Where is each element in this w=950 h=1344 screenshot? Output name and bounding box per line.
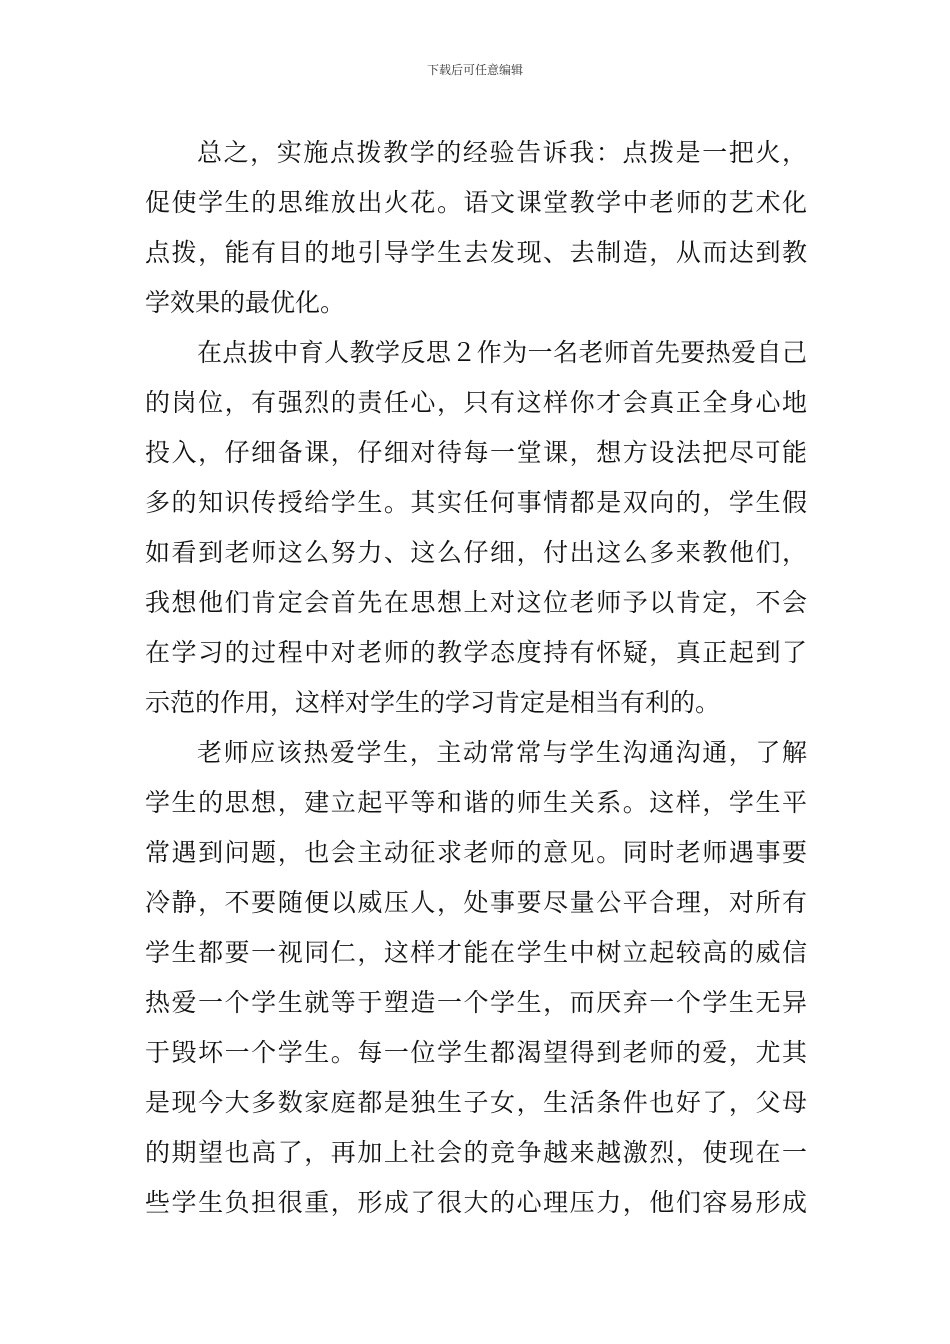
text-line: 投入，仔细备课，仔细对待每一堂课，想方设法把尽可能: [145, 438, 807, 467]
text-line: 于毁坏一个学生。每一位学生都渴望得到老师的爱，尤其: [145, 1038, 807, 1067]
text-line: 如看到老师这么努力、这么仔细，付出这么多来教他们，: [145, 538, 807, 567]
document-body: [145, 128, 807, 1228]
text-line: 点拨，能有目的地引导学生去发现、去制造，从而达到教: [145, 238, 807, 267]
text-line: 学生的思想，建立起平等和谐的师生关系。这样，学生平: [145, 788, 807, 817]
paragraph-3: [145, 728, 807, 1228]
text-line: 老师应该热爱学生，主动常常与学生沟通沟通，了解: [197, 738, 807, 767]
text-line: 热爱一个学生就等于塑造一个学生，而厌弃一个学生无异: [145, 988, 807, 1017]
text-line: 在学习的过程中对老师的教学态度持有怀疑，真正起到了: [145, 638, 807, 667]
text-line: 的岗位，有强烈的责任心，只有这样你才会真正全身心地: [145, 388, 807, 417]
text-line: 在点拔中育人教学反思２作为一名老师首先要热爱自己: [197, 338, 807, 367]
text-line: 多的知识传授给学生。其实任何事情都是双向的，学生假: [145, 488, 807, 517]
text-line: 总之，实施点拨教学的经验告诉我：点拨是一把火，: [197, 138, 807, 167]
paragraph-1: [145, 128, 807, 328]
text-line: 些学生负担很重，形成了很大的心理压力，他们容易形成: [145, 1188, 807, 1217]
text-line: 的期望也高了，再加上社会的竞争越来越激烈，使现在一: [145, 1138, 807, 1167]
text-line: 是现今大多数家庭都是独生子女，生活条件也好了，父母: [145, 1088, 807, 1117]
text-line: 促使学生的思维放出火花。语文课堂教学中老师的艺术化: [145, 188, 807, 217]
text-line: 学生都要一视同仁，这样才能在学生中树立起较高的威信: [145, 938, 807, 967]
text-line: 常遇到问题，也会主动征求老师的意见。同时老师遇事要: [145, 838, 807, 867]
text-line: 冷静，不要随便以威压人，处事要尽量公平合理，对所有: [145, 888, 807, 917]
paragraph-2: [145, 328, 807, 728]
text-line: 学效果的最优化。: [145, 288, 346, 317]
text-line: 我想他们肯定会首先在思想上对这位老师予以肯定，不会: [145, 588, 807, 617]
text-line: 示范的作用，这样对学生的学习肯定是相当有利的。: [145, 688, 721, 717]
page-header: 下载后可任意编辑: [426, 63, 523, 77]
